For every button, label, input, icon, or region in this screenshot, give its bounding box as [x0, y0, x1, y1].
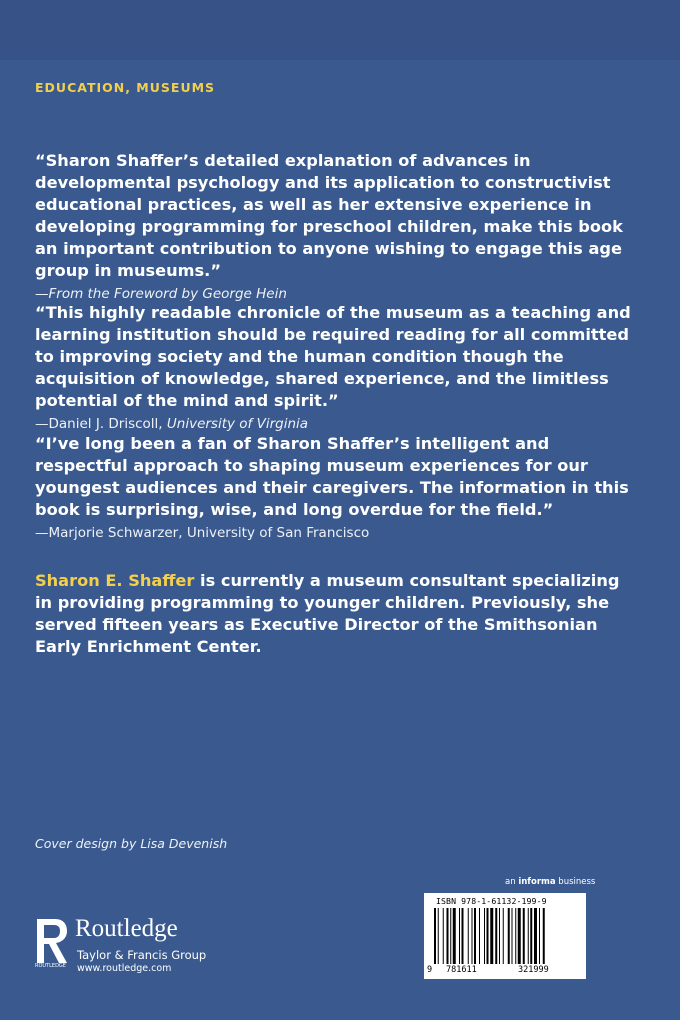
barcode-bar — [499, 908, 500, 964]
barcode-bar — [490, 908, 493, 964]
barcode-bar — [479, 908, 480, 964]
category-label: EDUCATION, MUSEUMS — [35, 80, 216, 95]
author-name: Sharon E. Shaffer — [35, 571, 195, 590]
cover-credit: Cover design by Lisa Devenish — [35, 836, 228, 851]
top-band — [0, 0, 680, 60]
barcode-bar — [434, 908, 436, 964]
barcode-bar — [472, 908, 473, 964]
barcode-bars-icon — [434, 908, 576, 964]
barcode-bar — [528, 908, 529, 964]
barcode-bar — [518, 908, 521, 964]
barcode-bar — [487, 908, 489, 964]
barcode-bar — [495, 908, 497, 964]
author-bio-text: is currently a museum consultant specializing in providing programming to younger children. Previously, she served fifteen years as Executive Director of the Smithsonian Early Enrichment Center. — [35, 571, 620, 656]
quote-attribution: —From the Foreword by George Hein — [35, 286, 287, 302]
barcode-bar — [462, 908, 464, 964]
endorsement-quote — [35, 433, 635, 543]
attribution-name: —Marjorie Schwarzer, — [35, 525, 187, 541]
barcode-digits-left: 781611 — [446, 965, 477, 975]
barcode-bar — [438, 908, 439, 964]
barcode-bar — [443, 908, 444, 964]
barcode-bar — [447, 908, 449, 964]
publisher-name: Routledge — [75, 915, 178, 942]
barcode-bar — [515, 908, 516, 964]
publisher-url: www.routledge.com — [77, 963, 172, 974]
logo-text: ROUTLEDGE — [35, 963, 66, 969]
routledge-logo-icon — [33, 915, 69, 969]
attribution-affiliation: University of Virginia — [166, 416, 309, 432]
barcode-bar — [523, 908, 525, 964]
barcode-bar — [468, 908, 469, 964]
barcode-bar — [530, 908, 532, 964]
informa-brand: informa — [518, 877, 556, 887]
quote-text: “I’ve long been a fan of Sharon Shaffer’s intelligent and respectful approach to shaping museum experiences for our youngest audiences and their caregivers. The information in this book is surprising, wise, and long overdue for the field.” — [35, 434, 629, 519]
barcode-bar — [512, 908, 513, 964]
quote-attribution — [35, 523, 635, 543]
informa-tagline — [505, 877, 595, 887]
barcode-bar — [508, 908, 510, 964]
barcode-bar — [450, 908, 451, 964]
attribution-affiliation: University of San Francisco — [186, 525, 370, 541]
publisher-group: Taylor & Francis Group — [77, 948, 207, 962]
quote-attribution — [35, 414, 635, 434]
barcode-bar — [534, 908, 537, 964]
informa-suffix: business — [555, 877, 596, 887]
barcode — [424, 893, 586, 979]
informa-prefix: an — [505, 877, 519, 887]
isbn-text: ISBN 978-1-61132-199-9 — [436, 896, 547, 906]
barcode-bar — [543, 908, 545, 964]
barcode-digit-first: 9 — [427, 965, 433, 975]
endorsement-quote — [35, 302, 635, 434]
endorsement-quote — [35, 150, 635, 304]
quote-text: “This highly readable chronicle of the museum as a teaching and learning institution should be required reading for all committed to improving society and the human condition though the acquisition of knowledge, shared experience, and the limitless potential of the mind and spirit.” — [35, 303, 631, 410]
publisher-block — [33, 915, 233, 975]
barcode-bar — [459, 908, 460, 964]
quote-text: “Sharon Shaffer’s detailed explanation of advances in developmental psychology and its application to constructivist educational practices, as well as her extensive experience in developing programming for preschool children, make this book an important contribution to anyone wishing to engage this age group in museums.” — [35, 151, 623, 280]
barcode-bar — [503, 908, 504, 964]
barcode-bar — [484, 908, 485, 964]
barcode-bar — [474, 908, 476, 964]
author-bio — [35, 570, 635, 658]
barcode-bar — [539, 908, 540, 964]
attribution-name: —Daniel J. Driscoll, — [35, 416, 167, 432]
barcode-digits-right: 321999 — [518, 965, 549, 975]
barcode-bar — [453, 908, 456, 964]
